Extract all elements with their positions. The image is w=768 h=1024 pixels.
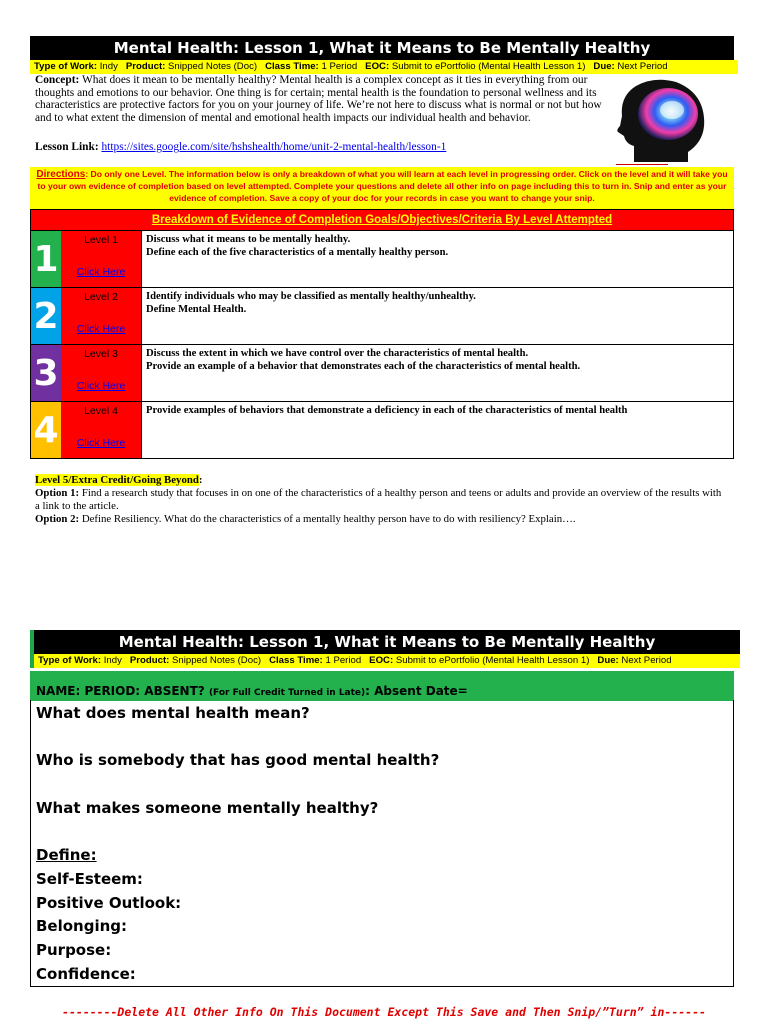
level-cell [61,345,142,401]
level-number: 3 [31,345,61,401]
brain-head-image [614,76,710,166]
level-label: Level 2 [84,291,118,303]
level-4-link[interactable]: Click Here [76,437,126,449]
term-purpose: Purpose: [36,941,112,959]
question-2: Who is somebody that has good mental health? [36,751,440,769]
level-label: Level 1 [84,234,118,246]
term-belonging: Belonging: [36,917,128,935]
level-cell [61,288,142,344]
info-bar: Type of Work: Indy Product: Snipped Notes (Doc) Class Time: 1 Period EOC: Submit to ePortfolio (Mental Health Lesson 1) Due: Next Period [30,60,738,74]
lesson-link[interactable]: https://sites.google.com/site/hshshealth/home/unit-2-mental-health/lesson-1 [101,141,447,153]
extra-credit-title: Level 5/Extra Credit/Going Beyond [35,474,199,486]
footer-instruction: --------Delete All Other Info On This Document Except This Save and Then Snip/”Turn” in------ [62,1005,706,1019]
level-number: 1 [31,231,61,287]
level-number: 4 [31,402,61,458]
level-label: Level 3 [84,348,118,360]
directions-box: Directions: Do only one Level. The information below is only a breakdown of what you will learn at each level in progressing order. Click on the level and it will take you to your own evidence of completion based on level attempted. Complete your questions and delete all other info on page including this to turn in. Snip and enter as your evidence of completion. Save a copy of your doc for your records in case you want to change your snip. [30,167,734,211]
level-description: Discuss what it means to be mentally healthy. Define each of the five characteristics of a mentally healthy person. [146,234,449,258]
level-description: Provide examples of behaviors that demonstrate a deficiency in each of the characteristics of mental health [146,405,628,416]
extra-credit-section: Level 5/Extra Credit/Going Beyond: Option 1: Find a research study that focuses in on one of the characteristics of a healthy person and teens or adults and provide an overview of the results with a link to the article. Option 2: Define Resiliency. What do the characteristics of a mentally healthy person have to do with resiliency? Explain…. [35,474,722,525]
lesson-link-row: Lesson Link: https://sites.google.com/site/hshshealth/home/unit-2-mental-health/lesson-1 [35,141,447,153]
worksheet-questions[interactable] [30,700,734,987]
term-positive-outlook: Positive Outlook: [36,894,182,912]
level-row-1 [30,231,734,288]
level-description: Discuss the extent in which we have control over the characteristics of mental health. Provide an example of a behavior that demonstrates each of the characteristics of mental health. [146,348,581,372]
concept-paragraph: Concept: What does it mean to be mentally healthy? Mental health is a complex concept as it ties in everything from our thoughts and emotions to our behavior. One thing is for certain; mental health is the foundation to personal wellness and its characteristics are protective factors for you on your journey of life. We’re not here to discuss what is normal or not but how and to what extent the dimension of mental and emotional health impacts our individual health and behavior. [35,74,602,124]
level-row-2 [30,288,734,345]
define-heading: Define: [36,846,97,864]
level-cell [61,231,142,287]
name-period-bar[interactable]: NAME: PERIOD: ABSENT? (For Full Credit Turned in Late): Absent Date= [30,671,734,701]
level-row-3 [30,345,734,402]
question-1: What does mental health mean? [36,704,310,722]
level-cell [61,402,142,458]
image-underline [616,164,668,165]
level-2-link[interactable]: Click Here [76,323,126,335]
level-row-4 [30,402,734,459]
level-3-link[interactable]: Click Here [76,380,126,392]
question-3: What makes someone mentally healthy? [36,799,379,817]
level-number: 2 [31,288,61,344]
level-1-link[interactable]: Click Here [76,266,126,278]
levels-table [30,231,734,459]
term-self-esteem: Self-Esteem: [36,870,143,888]
worksheet-title: Mental Health: Lesson 1, What it Means to Be Mentally Healthy [30,630,740,654]
lesson-title: Mental Health: Lesson 1, What it Means to Be Mentally Healthy [30,36,734,60]
level-description: Identify individuals who may be classified as mentally healthy/unhealthy. Define Mental Health. [146,291,476,315]
breakdown-header: Breakdown of Evidence of Completion Goals/Objectives/Criteria By Level Attempted [30,209,734,231]
term-confidence: Confidence: [36,965,136,983]
level-label: Level 4 [84,405,118,417]
worksheet-info-bar: Type of Work: Indy Product: Snipped Notes (Doc) Class Time: 1 Period EOC: Submit to ePortfolio (Mental Health Lesson 1) Due: Next Period [30,654,740,668]
